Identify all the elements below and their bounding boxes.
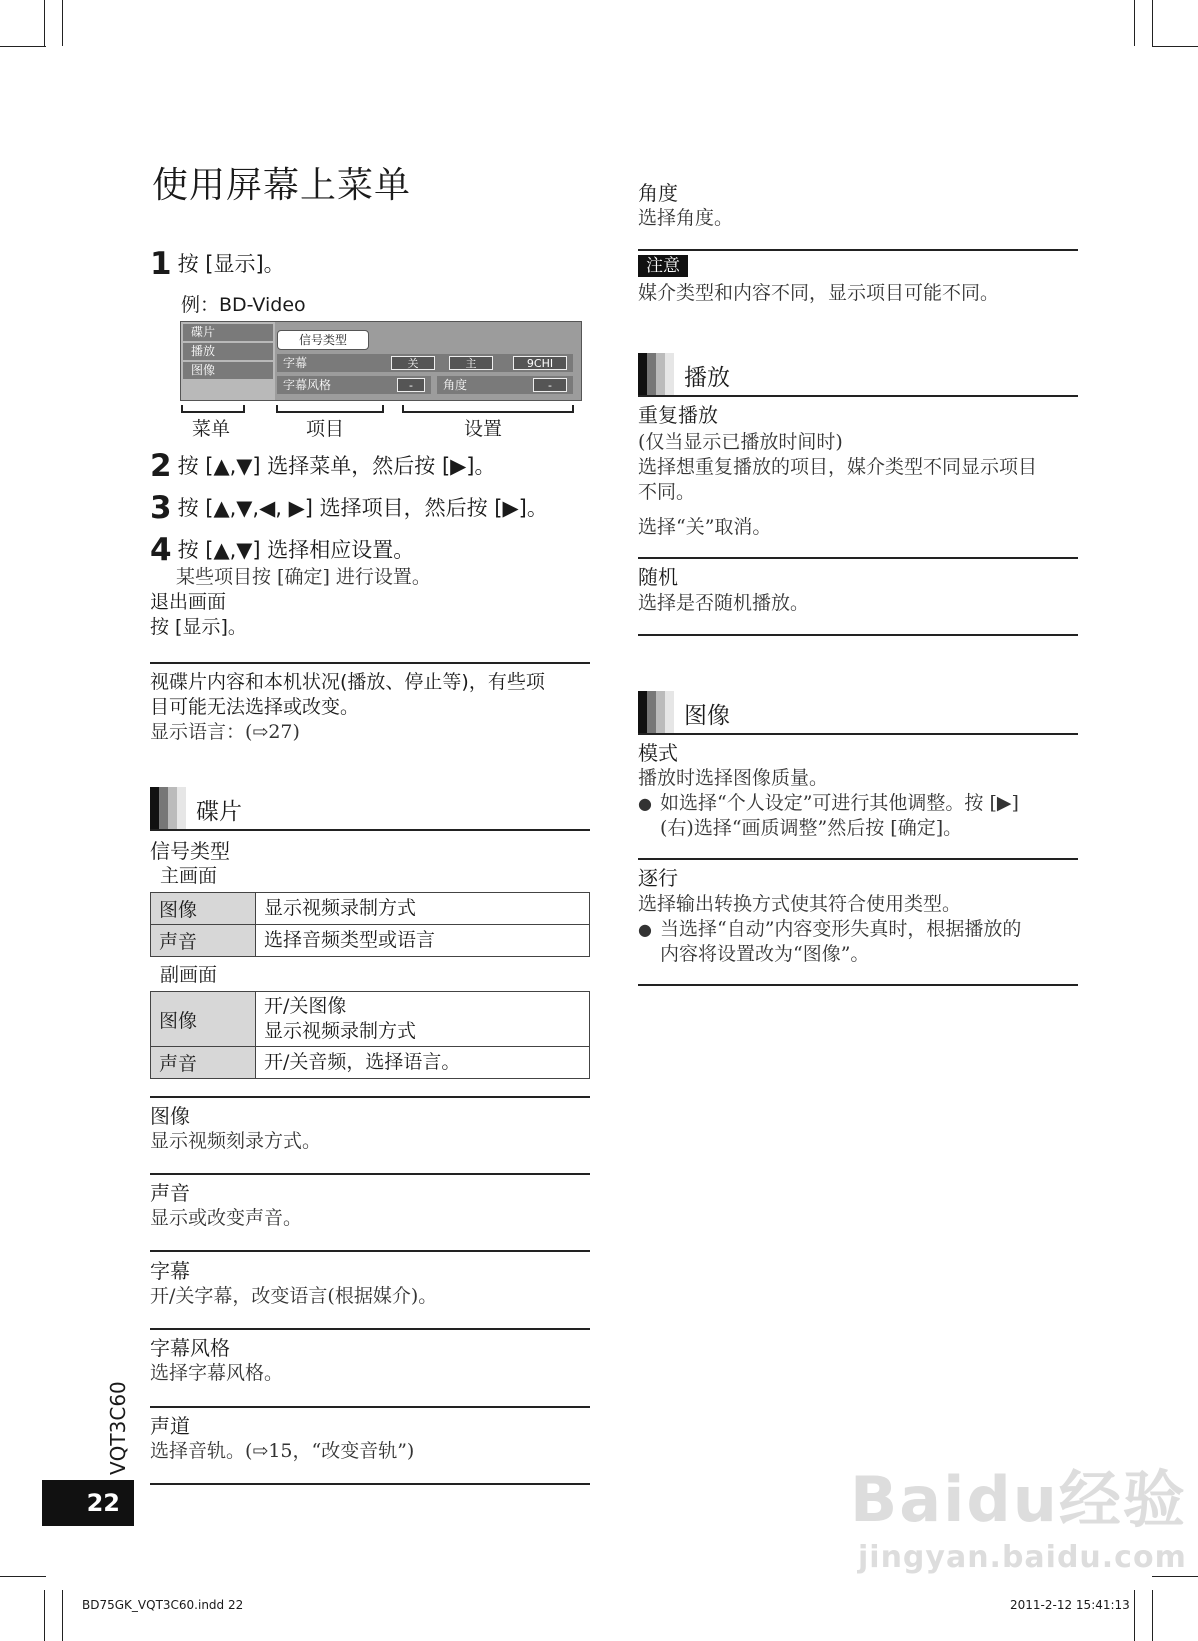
note-line: 目可能无法选择或改变。 (150, 696, 360, 718)
osd-row-label: 字幕风格 (277, 376, 431, 394)
notice-text: 媒介类型和内容不同，显示项目可能不同。 (638, 282, 1000, 304)
item-desc: 显示视频刻录方式。 (150, 1130, 322, 1152)
crop-mark (44, 1590, 45, 1641)
step-2 (150, 448, 496, 484)
repeat-desc: 选择想重复播放的项目，媒介类型不同显示项目 (638, 456, 1038, 478)
repeat-desc: 不同。 (638, 481, 696, 503)
legend-bracket (181, 405, 245, 413)
osd-value: - (533, 378, 567, 392)
step-number: 1 (150, 246, 172, 282)
item-desc: 显示或改变声音。 (150, 1207, 303, 1229)
crop-mark (1152, 46, 1198, 47)
mode-bullet-cont: (右)选择“画质调整”然后按 [确定]。 (660, 817, 963, 839)
osd-row-label: 字幕 (277, 354, 573, 372)
legend-bracket (402, 405, 574, 413)
divider (638, 858, 1078, 860)
item-title: 字幕 (150, 1259, 190, 1283)
divider (638, 634, 1078, 636)
section-title: 播放 (684, 365, 730, 391)
osd-value: 9CHI (513, 356, 567, 370)
osd-menu-disc: 碟片 (183, 324, 273, 341)
osd-menu-play: 播放 (183, 343, 273, 360)
table-key: 图像 (151, 893, 256, 925)
osd-value: 关 (391, 356, 435, 370)
legend-item: 项目 (306, 418, 345, 440)
divider (150, 662, 590, 664)
item-title: 字幕风格 (150, 1336, 230, 1360)
sub-screen-label: 副画面 (160, 964, 218, 986)
divider (638, 557, 1078, 559)
divider (150, 1406, 590, 1408)
step-text: 按 [▲,▼,◀, ▶] 选择项目，然后按 [▶]。 (177, 496, 548, 520)
item-desc: 选择字幕风格。 (150, 1362, 284, 1384)
table-row (151, 925, 590, 957)
exit-text: 按 [显示]。 (150, 616, 247, 638)
item-title: 声道 (150, 1414, 190, 1438)
progressive-desc: 选择输出转换方式使其符合使用类型。 (638, 893, 962, 915)
osd-tab: 信号类型 (277, 330, 369, 350)
random-desc: 选择是否随机播放。 (638, 592, 810, 614)
crop-mark (1152, 0, 1153, 46)
crop-mark (1134, 1590, 1135, 1641)
progressive-bullet: ● 当选择“自动”内容变形失真时，根据播放的 (660, 917, 1021, 942)
divider (638, 249, 1078, 251)
divider (150, 1328, 590, 1330)
item-title: 声音 (150, 1181, 190, 1205)
repeat-desc: (仅当显示已播放时间时) (638, 431, 843, 453)
watermark-logo: Baidu经验 (850, 1463, 1187, 1536)
step-1 (150, 246, 285, 282)
step-text: 按 [显示]。 (177, 252, 285, 276)
divider (150, 1096, 590, 1098)
table-value: 选择音频类型或语言 (256, 925, 590, 957)
legend-menu: 菜单 (192, 418, 231, 440)
header-bars (150, 787, 186, 831)
footer-timestamp: 2011-2-12 15:41:13 (1010, 1598, 1130, 1612)
osd-menu-image: 图像 (183, 362, 273, 379)
step-text: 按 [▲,▼] 选择菜单，然后按 [▶]。 (177, 454, 496, 478)
notice-badge: 注意 (638, 255, 688, 277)
step-text: 按 [▲,▼] 选择相应设置。 (177, 538, 415, 562)
step-3 (150, 490, 548, 526)
repeat-desc: 选择“关”取消。 (638, 516, 772, 538)
table-row (151, 1047, 590, 1079)
crop-mark (1134, 0, 1135, 46)
table-key: 声音 (151, 1047, 256, 1079)
main-screen-table (150, 892, 590, 957)
section-title: 图像 (684, 703, 730, 729)
random-title: 随机 (638, 565, 678, 589)
osd-row-label: 角度 (437, 376, 573, 394)
signal-type-title: 信号类型 (150, 839, 230, 863)
divider (638, 984, 1078, 986)
sub-screen-table (150, 991, 590, 1079)
legend-setting: 设置 (464, 418, 503, 440)
crop-mark (0, 1576, 46, 1577)
osd-value: 主 (449, 356, 493, 370)
item-desc: 开/关字幕，改变语言(根据媒介)。 (150, 1285, 438, 1307)
section-header-disc (150, 787, 590, 831)
crop-mark (0, 46, 46, 47)
header-rule (638, 733, 1078, 735)
divider (150, 1483, 590, 1485)
table-value (256, 992, 590, 1047)
main-screen-label: 主画面 (160, 865, 218, 887)
osd-row-subtitle (277, 354, 577, 372)
exit-title: 退出画面 (150, 591, 227, 613)
angle-desc: 选择角度。 (638, 207, 734, 229)
section-header-play (638, 353, 1078, 397)
model-code: VQT3C60 (106, 1381, 130, 1475)
item-desc: 选择音轨。(⇨15，“改变音轨”) (150, 1440, 415, 1462)
section-title: 碟片 (196, 799, 242, 825)
step-4 (150, 532, 414, 568)
table-value: 显示视频录制方式 (256, 893, 590, 925)
section-header-image (638, 691, 1078, 735)
step-number: 4 (150, 532, 172, 568)
table-key: 声音 (151, 925, 256, 957)
mode-desc: 播放时选择图像质量。 (638, 767, 829, 789)
mode-bullet: ● 如选择“个人设定”可进行其他调整。按 [▶] (660, 791, 1019, 816)
step-4-note: 某些项目按 [确定] 进行设置。 (176, 566, 431, 588)
angle-title: 角度 (638, 181, 678, 205)
osd-row-style (277, 376, 577, 394)
legend-bracket (276, 405, 384, 413)
header-rule (150, 829, 590, 831)
crop-mark (1152, 1590, 1153, 1641)
note-line: 视碟片内容和本机状况(播放、停止等)，有些项 (150, 671, 545, 693)
page-number: 22 (42, 1480, 134, 1526)
header-bars (638, 691, 674, 735)
repeat-title: 重复播放 (638, 403, 718, 427)
crop-mark (62, 1590, 63, 1641)
example-label: 例：BD-Video (181, 294, 306, 316)
table-row (151, 893, 590, 925)
osd-value: - (397, 378, 425, 392)
mode-title: 模式 (638, 741, 678, 765)
watermark-url: jingyan.baidu.com (858, 1540, 1187, 1575)
header-rule (638, 395, 1078, 397)
table-value: 开/关音频，选择语言。 (256, 1047, 590, 1079)
progressive-bullet-cont: 内容将设置改为“图像”。 (660, 943, 870, 965)
table-value-line: 开/关图像 (264, 995, 347, 1017)
language-reference: 显示语言：(⇨27) (150, 721, 300, 743)
crop-mark (62, 0, 63, 46)
step-number: 2 (150, 448, 172, 484)
page-title: 使用屏幕上菜单 (152, 165, 412, 206)
divider (150, 1250, 590, 1252)
step-number: 3 (150, 490, 172, 526)
crop-mark (44, 0, 45, 46)
footer-filename: BD75GK_VQT3C60.indd 22 (82, 1598, 244, 1612)
header-bars (638, 353, 674, 397)
osd-screen-diagram (180, 321, 582, 401)
table-row (151, 992, 590, 1047)
table-key: 图像 (151, 992, 256, 1047)
divider (150, 1173, 590, 1175)
item-title: 图像 (150, 1104, 190, 1128)
table-value-line: 显示视频录制方式 (264, 1020, 417, 1042)
crop-mark (1152, 1576, 1198, 1577)
progressive-title: 逐行 (638, 866, 678, 890)
